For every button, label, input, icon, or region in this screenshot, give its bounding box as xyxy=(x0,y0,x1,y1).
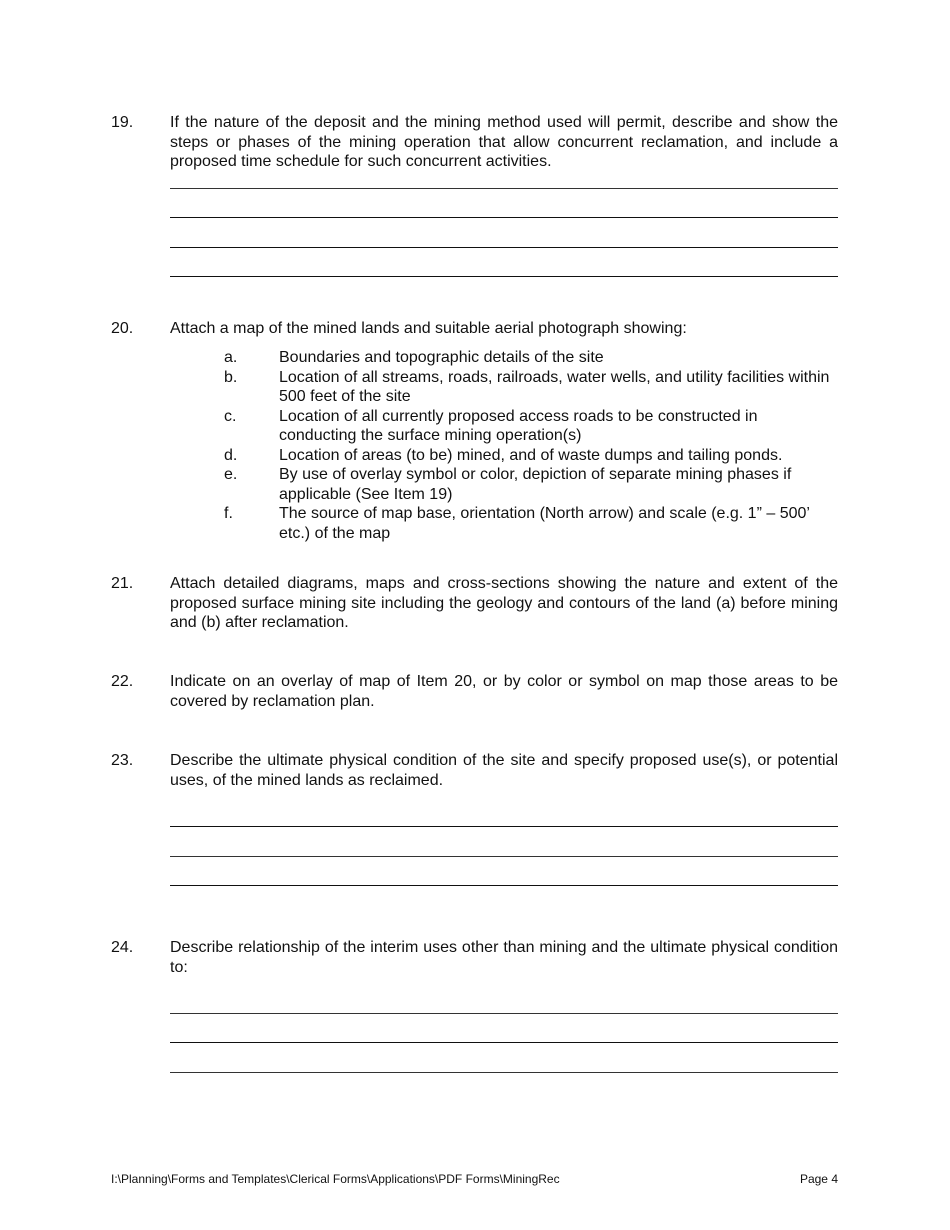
question-number: 20. xyxy=(111,320,134,337)
list-item xyxy=(224,407,838,446)
list-item-text: The source of map base, orientation (North arrow) and scale (e.g. 1” – 500’ etc.) of the map xyxy=(279,505,810,542)
list-item-text: Location of areas (to be) mined, and of waste dumps and tailing ponds. xyxy=(279,446,783,464)
list-item-letter: c. xyxy=(224,407,237,425)
question-number: 23. xyxy=(111,752,134,769)
answer-line-19-2[interactable] xyxy=(170,217,838,218)
question-24 xyxy=(111,938,838,977)
list-item-letter: a. xyxy=(224,349,238,366)
list-item xyxy=(224,504,838,543)
list-item-letter: e. xyxy=(224,466,238,483)
question-text: If the nature of the deposit and the mining method used will permit, describe and show the steps or phases of the mining operation that allow concurrent reclamation, and include a proposed time schedule for such concurrent activities. xyxy=(170,114,838,170)
list-item-text: Boundaries and topographic details of the site xyxy=(279,349,604,366)
list-item-text: By use of overlay symbol or color, depiction of separate mining phases if applicable (See Item 19) xyxy=(279,466,792,503)
list-item-letter: b. xyxy=(224,368,238,386)
answer-line-24-3[interactable] xyxy=(170,1072,838,1073)
question-number: 24. xyxy=(111,939,134,956)
question-text: Describe the ultimate physical condition of the site and specify proposed use(s), or potential uses, of the mined lands as reclaimed. xyxy=(170,752,838,789)
question-text: Attach a map of the mined lands and suitable aerial photograph showing: xyxy=(170,320,687,337)
question-number: 19. xyxy=(111,114,134,131)
question-22 xyxy=(111,672,838,711)
list-item xyxy=(224,465,838,504)
answer-line-19-1[interactable] xyxy=(170,188,838,189)
answer-line-23-1[interactable] xyxy=(170,826,838,827)
list-item-letter: d. xyxy=(224,446,238,464)
map-requirements-list xyxy=(224,348,838,543)
list-item xyxy=(224,348,838,368)
question-number: 22. xyxy=(111,673,134,690)
list-item xyxy=(224,446,838,466)
question-19 xyxy=(111,113,838,172)
list-item-letter: f. xyxy=(224,505,233,522)
list-item-text: Location of all currently proposed access roads to be constructed in conducting the surface mining operation(s) xyxy=(279,407,758,444)
answer-line-23-2[interactable] xyxy=(170,856,838,857)
answer-line-24-1[interactable] xyxy=(170,1013,838,1014)
question-23 xyxy=(111,751,838,790)
answer-line-19-3[interactable] xyxy=(170,247,838,248)
answer-line-23-3[interactable] xyxy=(170,885,838,886)
question-text: Indicate on an overlay of map of Item 20, or by color or symbol on map those areas to be covered by reclamation plan. xyxy=(170,673,838,710)
question-20 xyxy=(111,319,838,339)
question-number: 21. xyxy=(111,575,134,592)
list-item xyxy=(224,368,838,407)
footer-file-path: I:\Planning\Forms and Templates\Clerical Forms\Applications\PDF Forms\MiningRec xyxy=(111,1172,560,1186)
question-21 xyxy=(111,574,838,633)
answer-line-19-4[interactable] xyxy=(170,276,838,277)
footer-page-number: Page 4 xyxy=(799,1172,838,1186)
question-text: Describe relationship of the interim uses other than mining and the ultimate physical condition to: xyxy=(170,939,838,976)
answer-line-24-2[interactable] xyxy=(170,1042,838,1043)
list-item-text: Location of all streams, roads, railroads, water wells, and utility facilities within 500 feet of the site xyxy=(279,368,830,405)
question-text: Attach detailed diagrams, maps and cross-sections showing the nature and extent of the proposed surface mining site including the geology and contours of the land (a) before mining and (b) after reclamation. xyxy=(170,575,838,631)
